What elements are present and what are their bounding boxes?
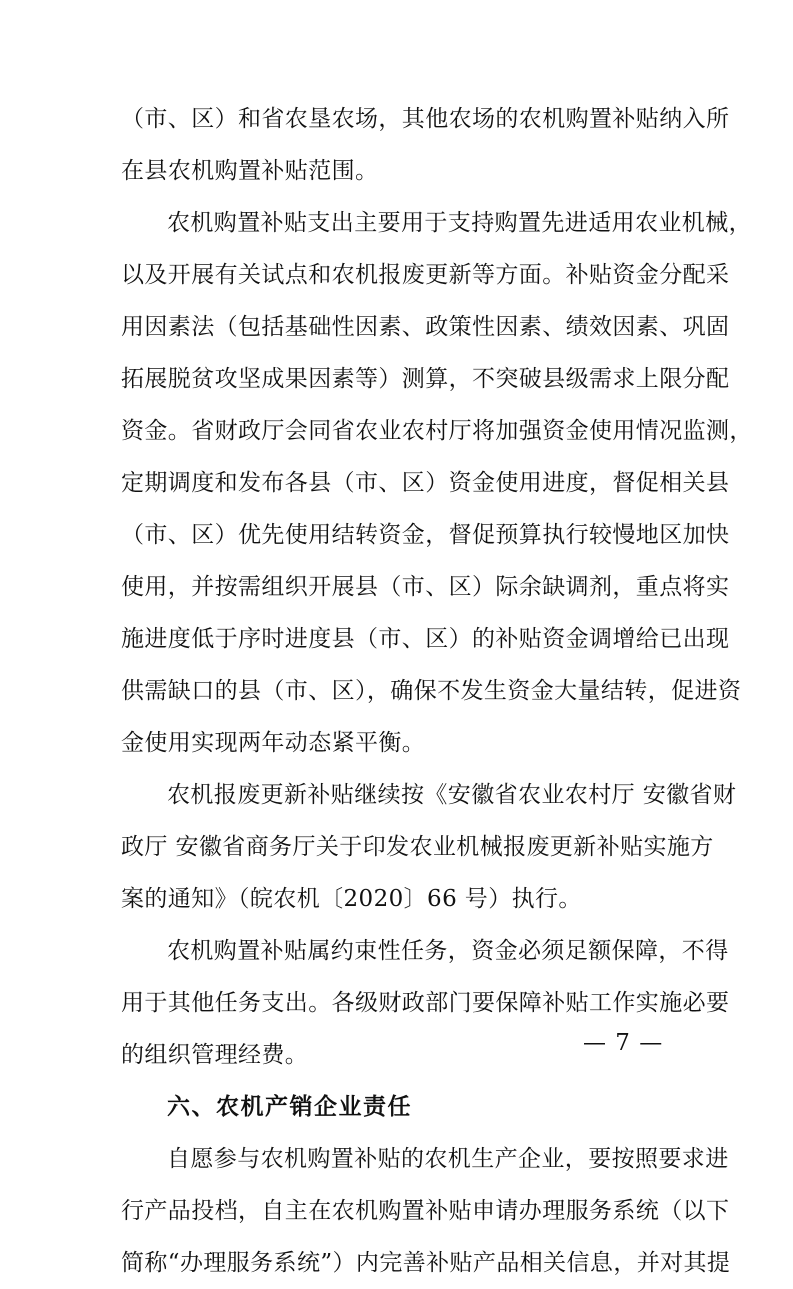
paragraph-line: 案的通知》（皖农机〔2020〕66 号）执行。 bbox=[121, 886, 582, 912]
paragraph-line: 简称“办理服务系统”）内完善补贴产品相关信息，并对其提 bbox=[121, 1250, 731, 1276]
paragraph-line: 用因素法（包括基础性因素、政策性因素、绩效因素、巩固 bbox=[121, 314, 730, 340]
paragraph-line: 在县农机购置补贴范围。 bbox=[121, 158, 379, 184]
paragraph-line: 金使用实现两年动态紧平衡。 bbox=[121, 730, 426, 756]
page-number: — 7 — bbox=[583, 1030, 664, 1056]
paragraph-line: 资金。省财政厅会同省农业农村厅将加强资金使用情况监测， bbox=[121, 418, 753, 444]
paragraph-line: 以及开展有关试点和农机报废更新等方面。补贴资金分配采 bbox=[121, 262, 730, 288]
paragraph-line: 使用，并按需组织开展县（市、区）际余缺调剂，重点将实 bbox=[121, 574, 730, 600]
paragraph-line: 供需缺口的县（市、区），确保不发生资金大量结转，促进资 bbox=[121, 678, 742, 704]
paragraph-line: 自愿参与农机购置补贴的农机生产企业，要按照要求进 bbox=[167, 1146, 729, 1172]
paragraph-line: 施进度低于序时进度县（市、区）的补贴资金调增给已出现 bbox=[121, 626, 730, 652]
paragraph-line: 的组织管理经费。 bbox=[121, 1042, 309, 1068]
paragraph-line: 政厅 安徽省商务厅关于印发农业机械报废更新补贴实施方 bbox=[121, 834, 714, 860]
paragraph-line: 用于其他任务支出。各级财政部门要保障补贴工作实施必要 bbox=[121, 990, 730, 1016]
paragraph-line: 农机报废更新补贴继续按《安徽省农业农村厅 安徽省财 bbox=[167, 782, 737, 808]
paragraph-line: （市、区）和省农垦农场，其他农场的农机购置补贴纳入所 bbox=[121, 106, 730, 132]
paragraph-line: 行产品投档，自主在农机购置补贴申请办理服务系统（以下 bbox=[121, 1198, 730, 1224]
paragraph-line: 农机购置补贴属约束性任务，资金必须足额保障，不得 bbox=[167, 938, 729, 964]
paragraph-line: 定期调度和发布各县（市、区）资金使用进度，督促相关县 bbox=[121, 470, 730, 496]
paragraph-line: （市、区）优先使用结转资金，督促预算执行较慢地区加快 bbox=[121, 522, 730, 548]
paragraph-line: 拓展脱贫攻坚成果因素等）测算，不突破县级需求上限分配 bbox=[121, 366, 730, 392]
paragraph-line: 农机购置补贴支出主要用于支持购置先进适用农业机械， bbox=[167, 210, 752, 236]
document-body bbox=[121, 93, 753, 1289]
section-heading: 六、农机产销企业责任 bbox=[167, 1094, 412, 1120]
